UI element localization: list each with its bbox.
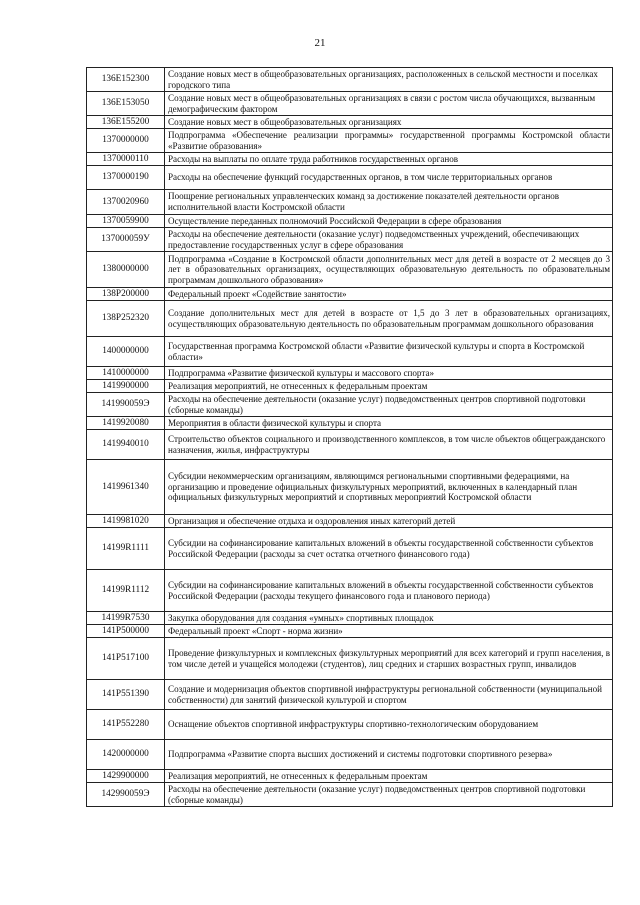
row-description: Оснащение объектов спортивной инфраструктуры спортивно-технологическим оборудованием — [165, 710, 613, 740]
row-code: 14199R1111 — [87, 528, 165, 570]
row-code: 136E153050 — [87, 92, 165, 116]
table-row — [87, 380, 613, 393]
table-row — [87, 515, 613, 528]
row-code: 141P551390 — [87, 680, 165, 710]
row-code: 1370000000 — [87, 129, 165, 153]
table-row — [87, 460, 613, 515]
row-code: 1420000000 — [87, 740, 165, 770]
row-code: 1419940010 — [87, 430, 165, 460]
table-row — [87, 612, 613, 625]
table-row — [87, 393, 613, 417]
row-code: 1370020960 — [87, 190, 165, 215]
row-code: 141P500000 — [87, 625, 165, 638]
table-row — [87, 252, 613, 288]
row-code: 1429900000 — [87, 770, 165, 783]
row-code: 138P252320 — [87, 301, 165, 337]
table-row — [87, 710, 613, 740]
row-code: 1419981020 — [87, 515, 165, 528]
table-row — [87, 783, 613, 807]
row-code: 1370059900 — [87, 215, 165, 228]
row-description: Подпрограмма «Развитие спорта высших достижений и системы подготовки спортивного резерва» — [165, 740, 613, 770]
table-row — [87, 625, 613, 638]
row-description: Поощрение региональных управленческих команд за достижение показателей деятельности органов исполнительной власти Костромской области — [165, 190, 613, 215]
table-row — [87, 740, 613, 770]
row-description: Федеральный проект «Содействие занятости» — [165, 288, 613, 301]
row-code: 14199R1112 — [87, 570, 165, 612]
row-code: 1419961340 — [87, 460, 165, 515]
table-row — [87, 638, 613, 680]
row-description: Создание дополнительных мест для детей в возрасте от 1,5 до 3 лет в образовательных организациях, осуществляющих образовательную деятельность по образовательным программам дошкольного образования — [165, 301, 613, 337]
row-description: Организация и обеспечение отдыха и оздоровления иных категорий детей — [165, 515, 613, 528]
table-row — [87, 367, 613, 380]
row-description: Подпрограмма «Обеспечение реализации программы» государственной программы Костромской области «Развитие образования» — [165, 129, 613, 153]
row-code: 1410000000 — [87, 367, 165, 380]
row-code: 136E152300 — [87, 68, 165, 92]
row-description: Подпрограмма «Развитие физической культуры и массового спорта» — [165, 367, 613, 380]
table-row — [87, 770, 613, 783]
row-description: Создание и модернизация объектов спортивной инфраструктуры региональной собственности (муниципальной собственности) для занятий физической культурой и спортом — [165, 680, 613, 710]
row-code: 1370000110 — [87, 153, 165, 166]
row-description: Расходы на выплаты по оплате труда работников государственных органов — [165, 153, 613, 166]
row-code: 14199R7530 — [87, 612, 165, 625]
row-description: Субсидии на софинансирование капитальных вложений в объекты государственной собственности субъектов Российской Федерации (расходы текущего финансового года и планового периода) — [165, 570, 613, 612]
row-description: Строительство объектов социального и производственного комплексов, в том числе объектов общегражданского назначения, жилья, инфраструктуры — [165, 430, 613, 460]
row-code: 138P200000 — [87, 288, 165, 301]
row-description: Создание новых мест в общеобразовательных организациях — [165, 116, 613, 129]
row-description: Расходы на обеспечение деятельности (оказание услуг) подведомственных центров спортивной подготовки (сборные команды) — [165, 783, 613, 807]
row-description: Мероприятия в области физической культуры и спорта — [165, 417, 613, 430]
row-description: Создание новых мест в общеобразовательных организациях в связи с ростом числа обучающихся, вызванным демографическим фактором — [165, 92, 613, 116]
budget-codes-table — [86, 67, 613, 807]
table-row — [87, 153, 613, 166]
row-description: Федеральный проект «Спорт - норма жизни» — [165, 625, 613, 638]
row-description: Субсидии на софинансирование капитальных вложений в объекты государственной собственности субъектов Российской Федерации (расходы за счет остатка отчетного финансового года) — [165, 528, 613, 570]
row-description: Расходы на обеспечение деятельности (оказание услуг) подведомственных учреждений, обеспечивающих предоставление государственных услуг в сфере образования — [165, 228, 613, 252]
row-description: Подпрограмма «Создание в Костромской области дополнительных мест для детей в возрасте от 2 месяцев до 3 лет в образовательных организациях, осуществляющих образовательную деятельность по образовательным программам дошкольного образования» — [165, 252, 613, 288]
row-description: Субсидии некоммерческим организациям, являющимся региональными спортивными федерациями, на организацию и проведение официальных физкультурных мероприятий, включенных в календарный план официальных физкультурных мероприятий и спортивных мероприятий Костромской области — [165, 460, 613, 515]
table-row — [87, 570, 613, 612]
row-code: 136E155200 — [87, 116, 165, 129]
row-description: Расходы на обеспечение деятельности (оказание услуг) подведомственных центров спортивной подготовки (сборные команды) — [165, 393, 613, 417]
table-row — [87, 129, 613, 153]
row-code: 1370000190 — [87, 166, 165, 190]
row-code: 142990059Э — [87, 783, 165, 807]
page-number: 21 — [314, 37, 326, 49]
row-code: 137000059У — [87, 228, 165, 252]
table-row — [87, 228, 613, 252]
table-body — [87, 68, 613, 807]
row-code: 141990059Э — [87, 393, 165, 417]
table-row — [87, 528, 613, 570]
row-description: Закупка оборудования для создания «умных» спортивных площадок — [165, 612, 613, 625]
table-row — [87, 92, 613, 116]
table-row — [87, 301, 613, 337]
row-code: 1419920080 — [87, 417, 165, 430]
table-row — [87, 288, 613, 301]
row-code: 1400000000 — [87, 337, 165, 367]
row-description: Государственная программа Костромской области «Развитие физической культуры и спорта в Костромской области» — [165, 337, 613, 367]
table-row — [87, 215, 613, 228]
row-description: Проведение физкультурных и комплексных физкультурных мероприятий для всех категорий и групп населения, в том числе детей и учащейся молодежи (студентов), лиц средних и старших возрастных групп, инвалидов — [165, 638, 613, 680]
row-description: Реализация мероприятий, не отнесенных к федеральным проектам — [165, 380, 613, 393]
row-code: 1419900000 — [87, 380, 165, 393]
table-row — [87, 68, 613, 92]
table-row — [87, 116, 613, 129]
row-code: 141P552280 — [87, 710, 165, 740]
row-description: Расходы на обеспечение функций государственных органов, в том числе территориальных органов — [165, 166, 613, 190]
row-description: Создание новых мест в общеобразовательных организациях, расположенных в сельской местности и поселках городского типа — [165, 68, 613, 92]
row-code: 141P517100 — [87, 638, 165, 680]
row-description: Реализация мероприятий, не отнесенных к федеральным проектам — [165, 770, 613, 783]
row-description: Осуществление переданных полномочий Российской Федерации в сфере образования — [165, 215, 613, 228]
table-row — [87, 417, 613, 430]
table-row — [87, 166, 613, 190]
table-row — [87, 680, 613, 710]
table-row — [87, 337, 613, 367]
table-row — [87, 190, 613, 215]
table-row — [87, 430, 613, 460]
row-code: 1380000000 — [87, 252, 165, 288]
